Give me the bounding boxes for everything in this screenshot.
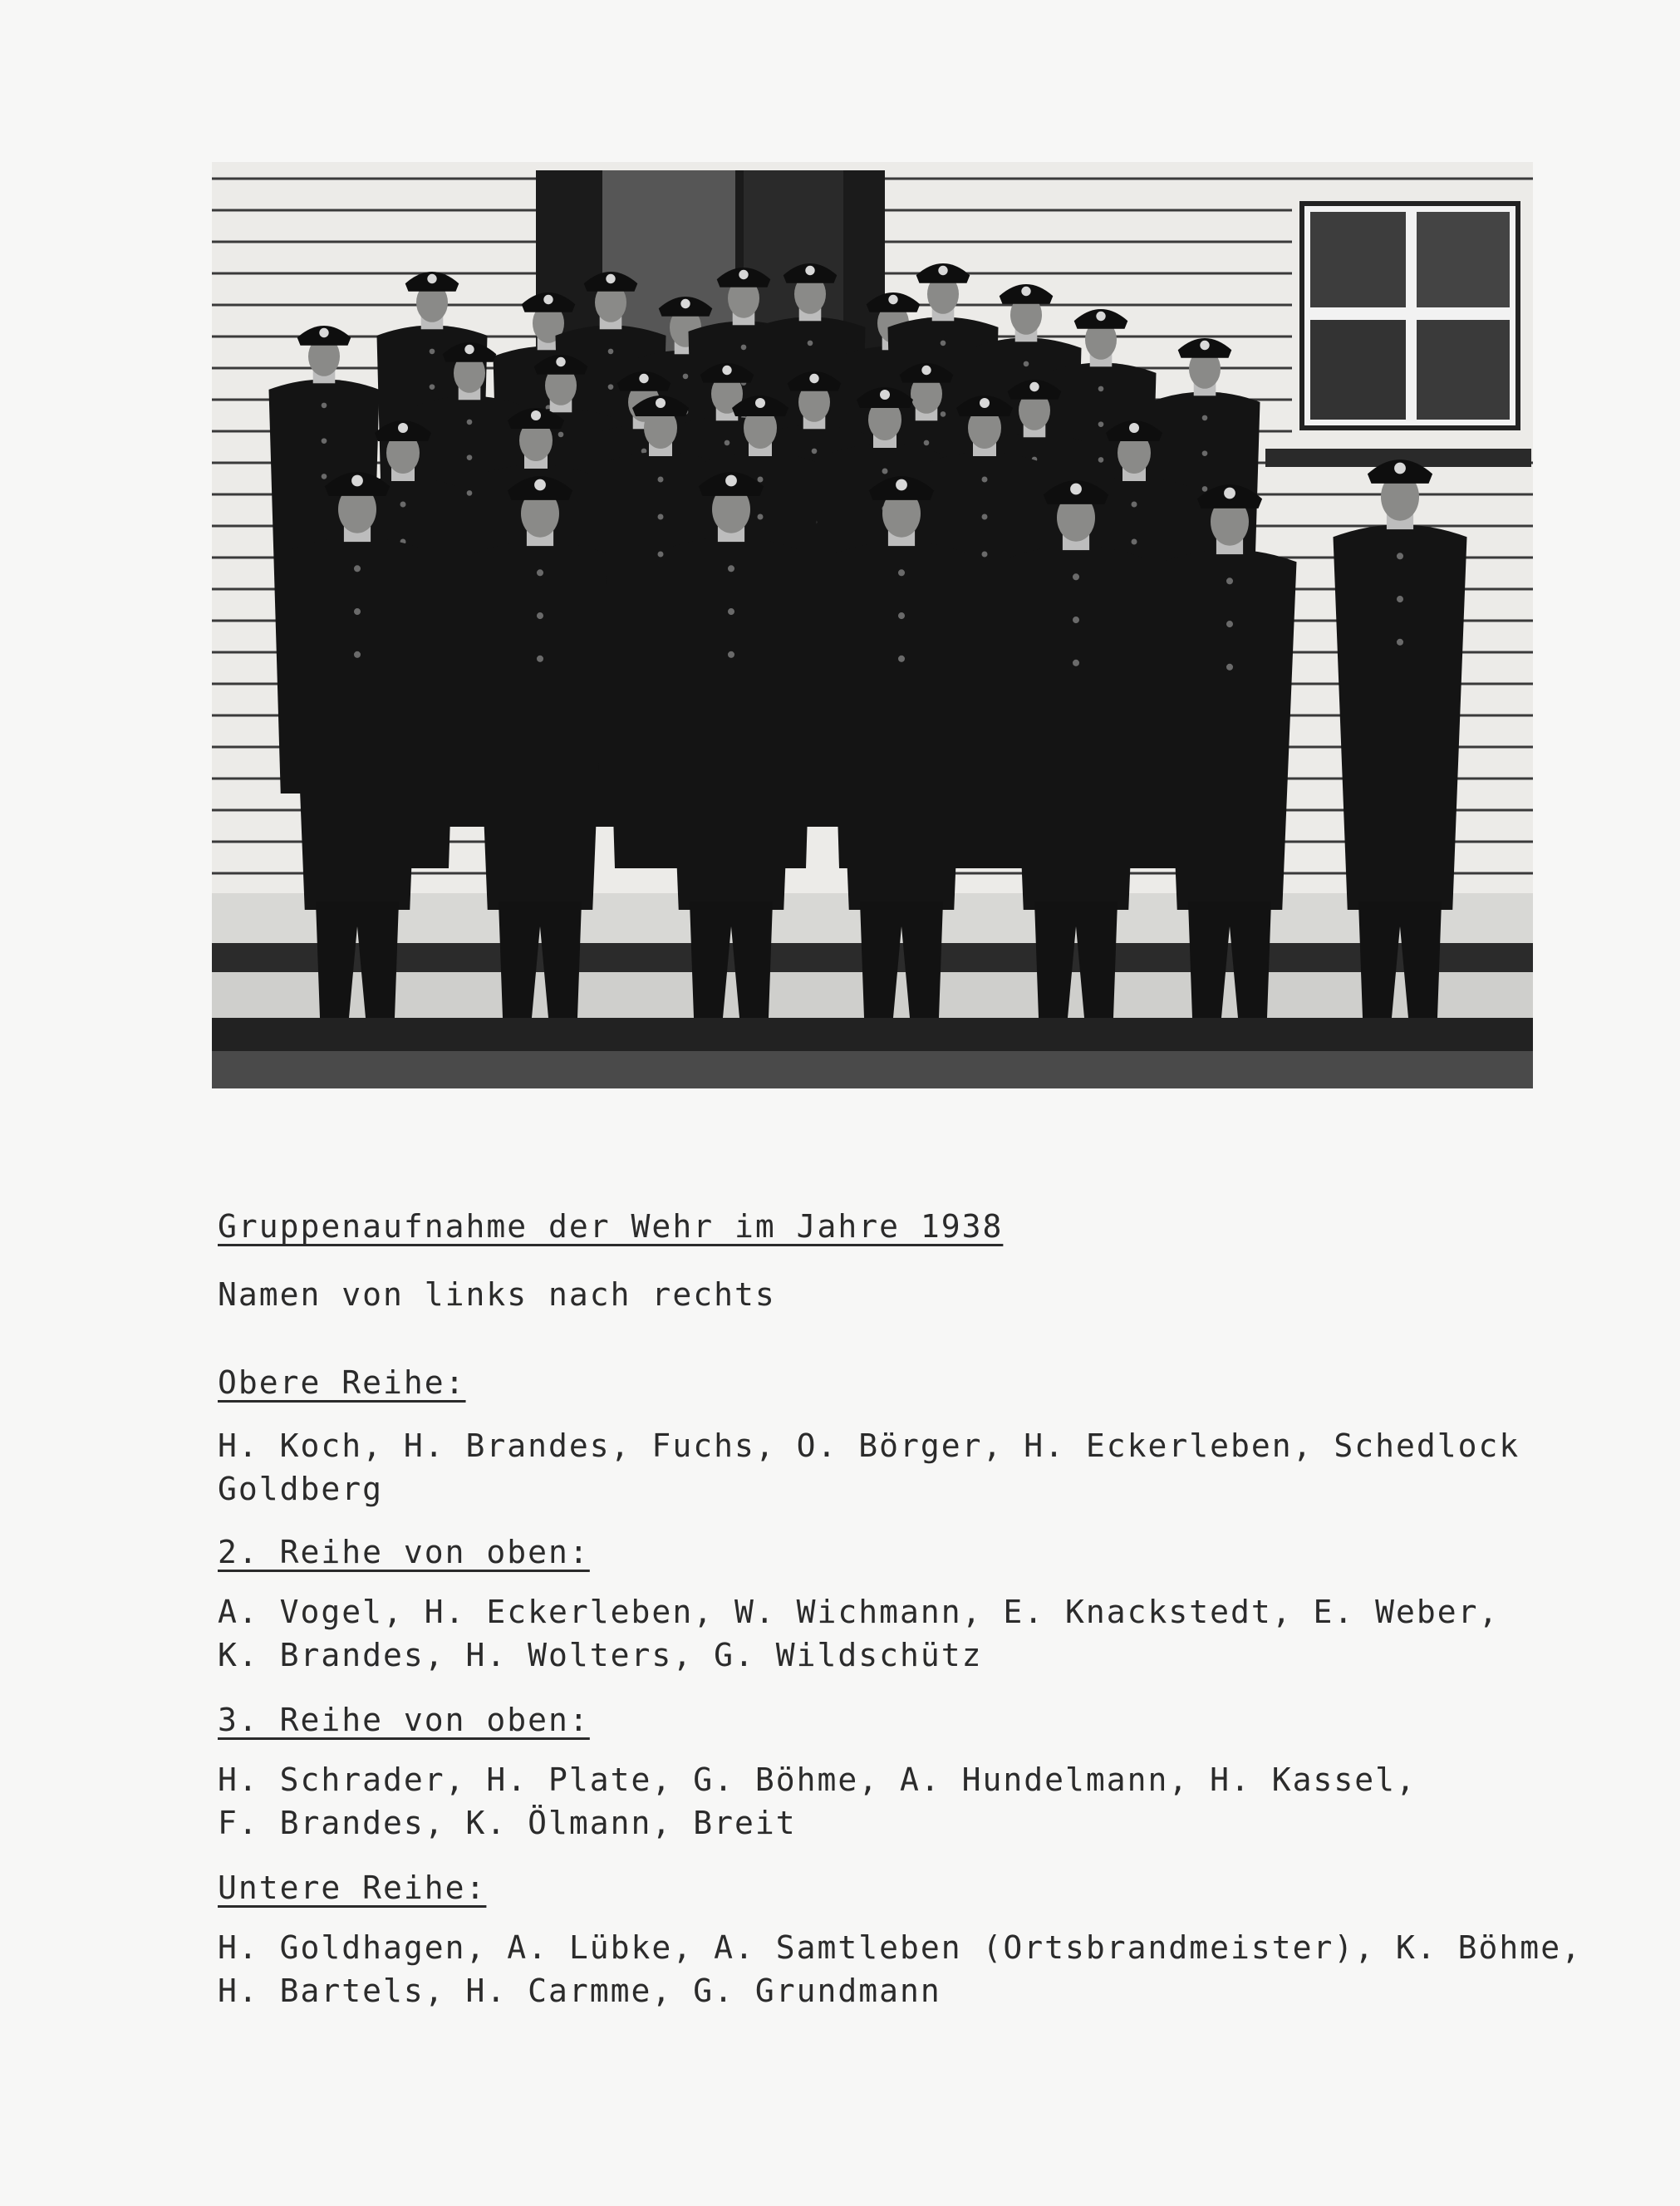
row-names-line: H. Goldhagen, A. Lübke, A. Samtleben (Ortsbrandmeister), K. Böhme,	[218, 1929, 1582, 1966]
row-heading-dritte-reihe: 3. Reihe von oben:	[218, 1702, 590, 1738]
row-names-line: K. Brandes, H. Wolters, G. Wildschütz	[218, 1637, 983, 1673]
group-photo-image	[212, 162, 1533, 1088]
row-names-line: Goldberg	[218, 1471, 384, 1507]
row-heading-zweite-reihe: 2. Reihe von oben:	[218, 1534, 590, 1570]
row-names-line: H. Bartels, H. Carmme, G. Grundmann	[218, 1973, 941, 2009]
row-names-line: A. Vogel, H. Eckerleben, W. Wichmann, E. Knackstedt, E. Weber,	[218, 1594, 1500, 1630]
caption-subtitle: Namen von links nach rechts	[218, 1276, 776, 1313]
row-names-line: H. Schrader, H. Plate, G. Böhme, A. Hundelmann, H. Kassel,	[218, 1761, 1417, 1798]
row-names-line: F. Brandes, K. Ölmann, Breit	[218, 1805, 797, 1841]
row-heading-obere-reihe: Obere Reihe:	[218, 1364, 466, 1401]
caption-title: Gruppenaufnahme der Wehr im Jahre 1938	[218, 1208, 1004, 1245]
group-photo	[212, 162, 1533, 1088]
row-heading-untere-reihe: Untere Reihe:	[218, 1869, 487, 1906]
row-names-line: H. Koch, H. Brandes, Fuchs, O. Börger, H. Eckerleben, Schedlock	[218, 1427, 1520, 1464]
